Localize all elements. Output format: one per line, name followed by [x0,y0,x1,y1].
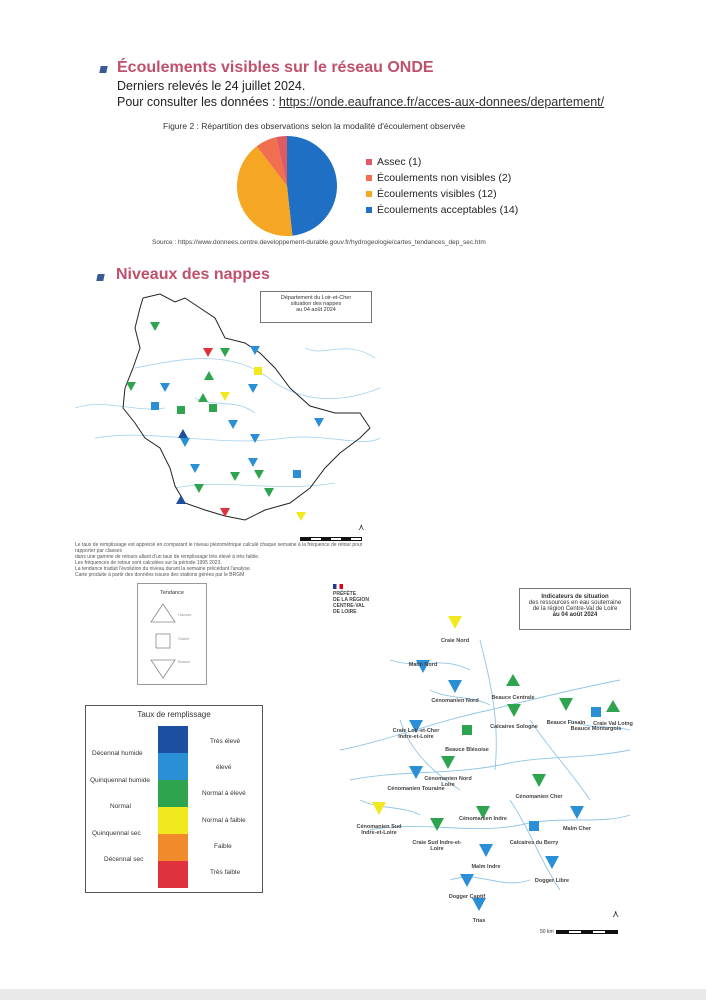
taux-swatch [158,861,188,888]
prefecture-line: CENTRE-VAL [333,603,365,609]
taux-color-scale [158,726,188,888]
region-label: Cénomanien Nord Loire [424,776,472,788]
legend-label: Écoulements acceptables (14) [377,204,519,216]
station-marker [203,348,213,357]
station-marker [220,392,230,401]
map2-north-arrow: ⋏ [612,909,620,920]
taux-right-label: Très faible [210,869,241,876]
taux-left-label: Quinquennal humide [90,777,150,784]
station-marker [151,402,159,410]
region-indicator-marker [545,856,559,869]
region-label: Malm Cher [562,826,592,832]
figure-title: Figure 2 : Répartition des observations selon la modalité d'écoulement observée [163,121,466,131]
legend-label: Écoulements non visibles (2) [377,172,512,184]
tendance-symbols [148,602,178,680]
map1-note: La tendance traduit l'évolution du niveau durant la semaine précédant l'analyse. [75,566,252,572]
taux-swatch [158,726,188,753]
region-label: Cénomanien Nord [431,698,479,704]
station-marker [198,393,208,402]
station-marker [178,429,188,438]
onde-data-link[interactable]: https://onde.eaufrance.fr/acces-aux-donnees/departement/ [278,95,605,109]
legend-swatch [366,207,372,213]
region-label: Craie Loir-et-Cher Indre-et-Loire [392,728,440,740]
region-label: Craie Nord [440,638,470,644]
station-marker [248,384,258,393]
prefecture-line: PRÉFÈTE [333,591,357,597]
station-marker [296,512,306,521]
region-indicator-marker [591,707,601,717]
taux-left-label: Décennal humide [92,750,143,757]
taux-legend [85,705,263,893]
legend-swatch [366,175,372,181]
legend-label: Assec (1) [377,156,422,168]
map1-north-arrow: ⋏ [358,522,365,532]
taux-left-label: Normal [110,803,131,810]
taux-title: Taux de remplissage [137,710,211,719]
region-label: Cénomanien Sud Indre-et-Loire [356,824,402,836]
region-indicator-marker [372,802,386,815]
region-label: Malm Nord [408,662,438,668]
map1-scale-bar [300,537,362,541]
station-marker [176,495,186,504]
region-label: Beauce Centrale [491,695,535,701]
map1-note: Le taux de remplissage est apprécié en comparant le niveau piézométrique calculé chaque semaine à la fréquence de retour pour rapporter par classes [75,542,363,554]
region-label: Trias [472,918,486,924]
consult-prefix: Pour consulter les données : [117,95,279,109]
station-marker [190,464,200,473]
map1-notes [75,542,375,578]
region-label: Beauce Montargois [570,726,622,732]
region-label: Calcaires du Berry [509,840,559,846]
region-indicator-marker [448,680,462,693]
map-centre-val-de-loire [330,600,635,935]
map2-title-line: au 04 août 2024 [552,612,598,618]
map1-title-line: situation des nappes [290,301,342,307]
map2-scale-bar [556,930,618,934]
station-marker [180,438,190,447]
region-label: Beauce Blésoise [445,747,489,753]
map2-scale-label: 50 km [540,929,554,935]
tendance-label: Baisse [178,659,191,664]
station-marker [264,488,274,497]
station-marker [293,470,301,478]
region-indicator-marker [506,674,520,686]
station-marker [254,470,264,479]
station-marker [220,348,230,357]
legend-item-acceptables [366,204,518,216]
map2-title-line: Indicateurs de situation [541,594,609,600]
station-marker [204,371,214,380]
region-indicator-marker [479,844,493,857]
region-label: Calcaires Sologne [490,724,538,730]
station-marker [209,404,217,412]
region-indicator-marker [559,698,573,711]
station-marker [230,472,240,481]
consult-line [117,95,604,109]
pie-slice-acceptables [287,136,337,236]
legend-swatch [366,191,372,197]
section-bullet [99,66,107,73]
taux-right-label: Faible [214,843,232,850]
taux-left-label: Quinquennal sec [92,830,141,837]
map1-note: dans une gamme de retours allant d'un taux de remplissage très élevé à très faible. [75,554,260,560]
station-marker [254,367,262,375]
region-label: Dogger Libre [534,878,570,884]
map2-title-line: des ressources en eau souterraine [528,600,622,606]
region-label: Cénomanien Cher [515,794,563,800]
region-label: Malm Indre [471,864,501,870]
station-marker [177,406,185,414]
station-marker [126,382,136,391]
taux-swatch [158,753,188,780]
region-label: Craie Val Loing [593,721,633,727]
tendance-label: Stable [178,636,190,641]
region-indicator-marker [529,821,539,831]
taux-left-label: Décennal sec [104,856,144,863]
section-bullet [96,274,104,281]
region-label: Cénomanien Indre [459,816,507,822]
prefecture-line: DE LOIRE [333,609,357,615]
prefecture-line: DE LA RÉGION [333,597,369,603]
map1-note: Les fréquences de retour sont calculées sur la période 1995 2023. [75,560,222,566]
region-label: Cénomanien Touraine [387,786,445,792]
map1-title-line: au 04 août 2024 [296,307,336,313]
station-marker [250,346,260,355]
section-title-onde: Écoulements visibles sur le réseau ONDE [117,59,434,76]
tendance-label: Hausse [178,612,192,617]
pie-chart [236,135,338,237]
station-marker [194,484,204,493]
legend-label: Écoulements visibles (12) [377,188,497,200]
region-indicator-marker [460,874,474,887]
region-label: Beauce Fusain [546,720,586,726]
legend-item-visibles [366,188,518,200]
legend-item-non-visibles [366,172,518,184]
station-marker [150,322,160,331]
map1-title-line: Département du Loir-et-Cher [280,295,352,301]
legend-item-assec [366,156,518,168]
tendance-title: Tendance [160,590,184,596]
station-marker [250,434,260,443]
pie-legend [366,156,518,216]
taux-swatch [158,834,188,861]
taux-swatch [158,807,188,834]
bottom-scan-strip [0,989,706,1000]
region-label: Craie Sud Indre-et-Loire [412,840,462,852]
region-indicator-marker [462,725,472,735]
station-marker [228,420,238,429]
marianne-flag [333,584,343,589]
taux-right-label: Normal à élevé [202,790,246,797]
station-marker [248,458,258,467]
map2-title-line: de la région Centre-Val de Loire [532,606,618,612]
taux-right-label: élevé [216,764,232,771]
region-indicator-marker [570,806,584,819]
map1-title-box [260,291,372,323]
legend-swatch [366,159,372,165]
region-indicator-marker [430,818,444,831]
map1-note: Carte produite à partir des données issues des stations gérées par le BRGM [75,572,245,578]
taux-swatch [158,780,188,807]
section-title-nappes: Niveaux des nappes [116,266,270,283]
last-readings-date: Derniers relevés le 24 juillet 2024. [117,79,306,93]
region-indicator-marker [532,774,546,787]
region-indicator-marker [441,756,455,769]
tendance-legend [137,583,207,685]
figure-source: Source : https://www.donnees.centre.developpement-durable.gouv.fr/hydrogeologie/cartes_tendances_dep_sec.htm [152,239,486,246]
region-indicator-marker [606,700,620,712]
map-loir-et-cher [75,288,385,538]
region-indicator-marker [507,704,521,717]
station-marker [160,383,170,392]
station-marker [220,508,230,517]
region-label: Dogger Captif [448,894,486,900]
station-marker [314,418,324,427]
region-indicator-marker [448,616,462,629]
taux-right-label: Normal à faible [202,817,246,824]
taux-right-label: Très élevé [210,738,241,745]
